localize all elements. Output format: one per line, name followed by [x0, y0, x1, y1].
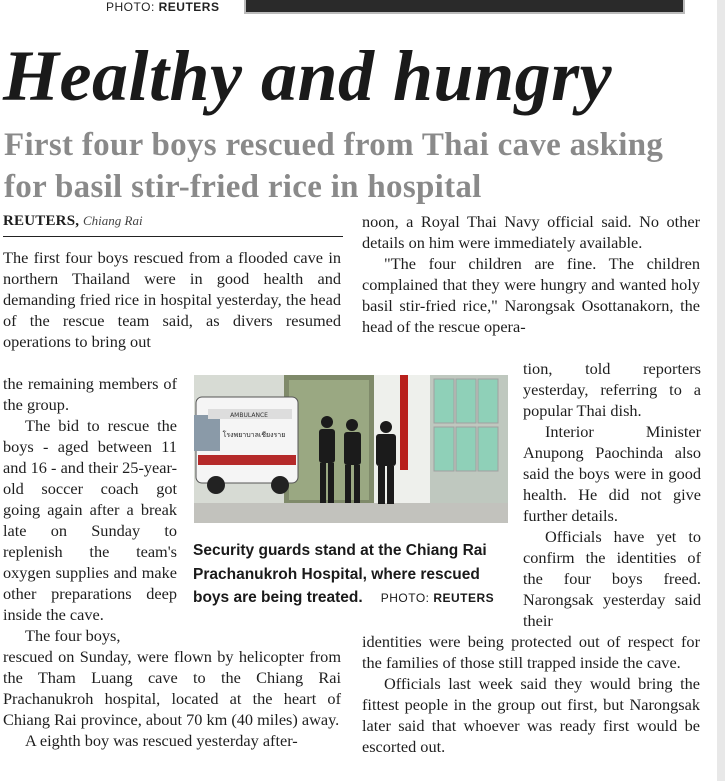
paragraph: the remaining members of the group. — [3, 374, 177, 414]
paragraph: noon, a Royal Thai Navy official said. No other details on him were immediately available. — [362, 212, 700, 252]
paragraph: The first four boys rescued from a flooded cave in northern Thailand were in good health and demanding fried rice in hospital yesterday, the head of the rescue team said, as divers resumed operations to bring out — [3, 248, 341, 351]
paragraph: The four boys, — [25, 626, 121, 645]
paragraph: identities were being protected out of respect for the families of those still trapped inside the cave. — [362, 632, 700, 672]
photo-credit — [381, 591, 494, 605]
paragraph: rescued on Sunday, were flown by helicopter from the Tham Luang cave to the Chiang Rai Prachanukroh hospital, located at the heart of Chiang Rai province, about 70 km (40 miles) away. — [3, 647, 341, 729]
svg-text:AMBULANCE: AMBULANCE — [230, 412, 268, 419]
previous-photo-edge — [244, 0, 685, 14]
headline: Healthy and hungry — [3, 36, 613, 116]
column-1-top — [3, 247, 341, 352]
byline-source: REUTERS, — [3, 213, 80, 229]
photo-credit-prefix: PHOTO: — [380, 591, 430, 605]
column-2-middle — [523, 358, 701, 631]
byline — [3, 213, 143, 230]
svg-text:โรงพยาบาลเชียงราย: โรงพยาบาลเชียงราย — [222, 431, 286, 439]
ambulance-illustration — [194, 397, 298, 494]
page-edge — [717, 0, 725, 781]
subheadline: First four boys rescued from Thai cave asking for basil stir-fried rice in hospital — [4, 127, 664, 205]
top-credit-source: REUTERS — [158, 0, 220, 14]
photo-caption — [193, 539, 513, 611]
paragraph: Officials have yet to confirm the identities of the four boys freed. Narongsak yesterday said their — [523, 527, 701, 630]
photo-illustration — [194, 375, 508, 523]
paragraph: A eighth boy was rescued yesterday after- — [25, 731, 298, 750]
top-credit-prefix: PHOTO: — [106, 0, 155, 14]
byline-location: Chiang Rai — [82, 213, 143, 228]
column-2-bottom — [362, 631, 700, 757]
paragraph: Officials last week said they would bring the fittest people in the group out first, but Narongsak later said that whoever was ready first would be escorted out. — [362, 674, 700, 756]
column-1-middle — [3, 373, 177, 646]
column-2-top — [362, 211, 700, 337]
paragraph: Interior Minister Anupong Paochinda also said the boys were in good health. He did not give further details. — [523, 422, 701, 525]
column-1-bottom — [3, 646, 341, 751]
photo-credit-source: REUTERS — [433, 591, 495, 605]
news-photo — [194, 375, 508, 523]
caption-text: Security guards stand at the Chiang Rai Prachanukroh Hospital, where rescued boys are being treated. — [193, 542, 487, 606]
paragraph: The bid to rescue the boys - aged between 11 and 16 - and their 25-year-old soccer coach got going again after a break late on Sunday to replenish the team's oxygen supplies and make other preparations deep inside the cave. — [3, 416, 177, 624]
paragraph: "The four children are fine. The children complained that they were hungry and wanted holy basil stir-fried rice," Narongsak Osottanakorn, the head of the rescue opera- — [362, 254, 700, 336]
byline-rule — [3, 236, 343, 237]
paragraph: tion, told reporters yesterday, referring to a popular Thai dish. — [523, 359, 701, 420]
top-photo-credit — [106, 0, 219, 14]
